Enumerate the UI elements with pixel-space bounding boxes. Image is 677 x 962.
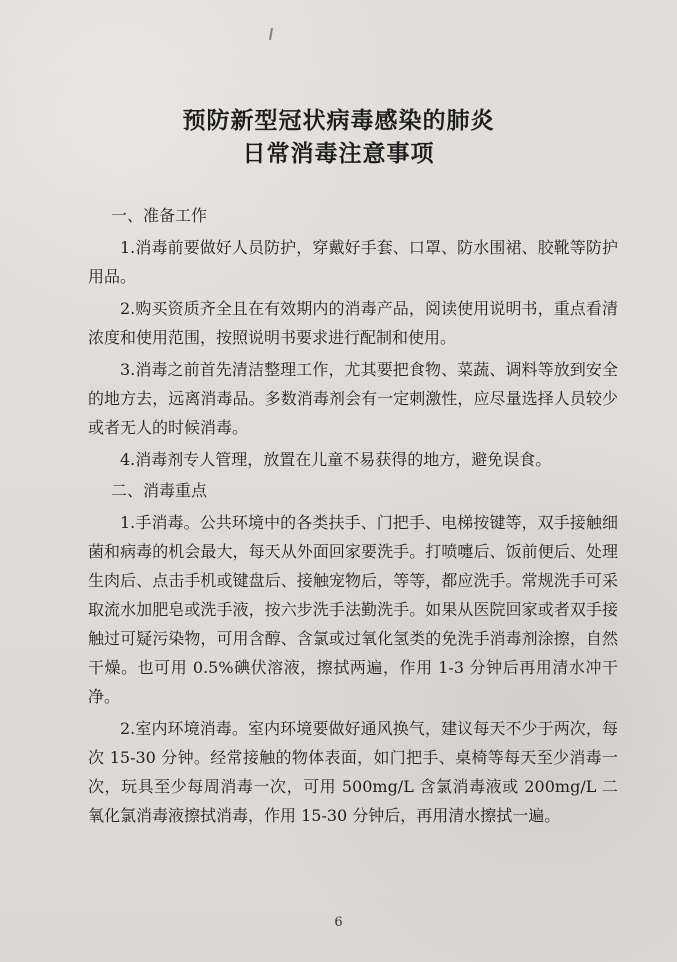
paragraph-key-1: 1.手消毒。公共环境中的各类扶手、门把手、电梯按键等，双手接触细菌和病毒的机会最大，每天从外面回家要洗手。打喷嚏后、饭前便后、处理生肉后、点击手机或键盘后、接触宠物后，等等，都应洗手。常规洗手可采取流水加肥皂或洗手液，按六步洗手法勤洗手。如果从医院回家或者双手接触过可疑污染物，可用含醇、含氯或过氧化氢类的免洗手消毒剂涂擦，自然干燥。也可用 0.5%碘伏溶液，擦拭两遍，作用 1-3 分钟后再用清水冲干净。 xyxy=(88,513,618,706)
title-line-1: 预防新型冠状病毒感染的肺炎 xyxy=(182,107,495,134)
paragraph-key-2: 2.室内环境消毒。室内环境要做好通风换气，建议每天不少于两次，每次 15-30 分钟。经常接触的物体表面，如门把手、桌椅等每天至少消毒一次，玩具至少每周消毒一次，可用 500mg/L 含氯消毒液或 200mg/L 二氧化氯消毒液擦拭消毒，作用 15-30 分钟后，再用清水擦拭一遍。 xyxy=(88,719,618,825)
paragraph-prep-2: 2.购买资质齐全且在有效期内的消毒产品，阅读使用说明书，重点看清浓度和使用范围，按照说明书要求进行配制和使用。 xyxy=(88,299,618,347)
document-body xyxy=(88,202,618,833)
title-line-2: 日常消毒注意事项 xyxy=(242,140,435,167)
document-title xyxy=(0,104,677,170)
paragraph-prep-1: 1.消毒前要做好人员防护，穿戴好手套、口罩、防水围裙、胶靴等防护用品。 xyxy=(88,238,618,286)
page-number: 6 xyxy=(334,915,343,930)
paragraph-prep-4: 4.消毒剂专人管理，放置在儿童不易获得的地方，避免误食。 xyxy=(120,450,552,469)
scan-mark xyxy=(269,28,273,40)
section-heading-key-points: 二、消毒重点 xyxy=(111,481,208,500)
paragraph-prep-3: 3.消毒之前首先清洁整理工作，尤其要把食物、菜蔬、调料等放到安全的地方去，远离消毒品。多数消毒剂会有一定刺激性，应尽量选择人员较少或者无人的时候消毒。 xyxy=(88,360,618,437)
section-heading-preparation: 一、准备工作 xyxy=(111,206,208,225)
